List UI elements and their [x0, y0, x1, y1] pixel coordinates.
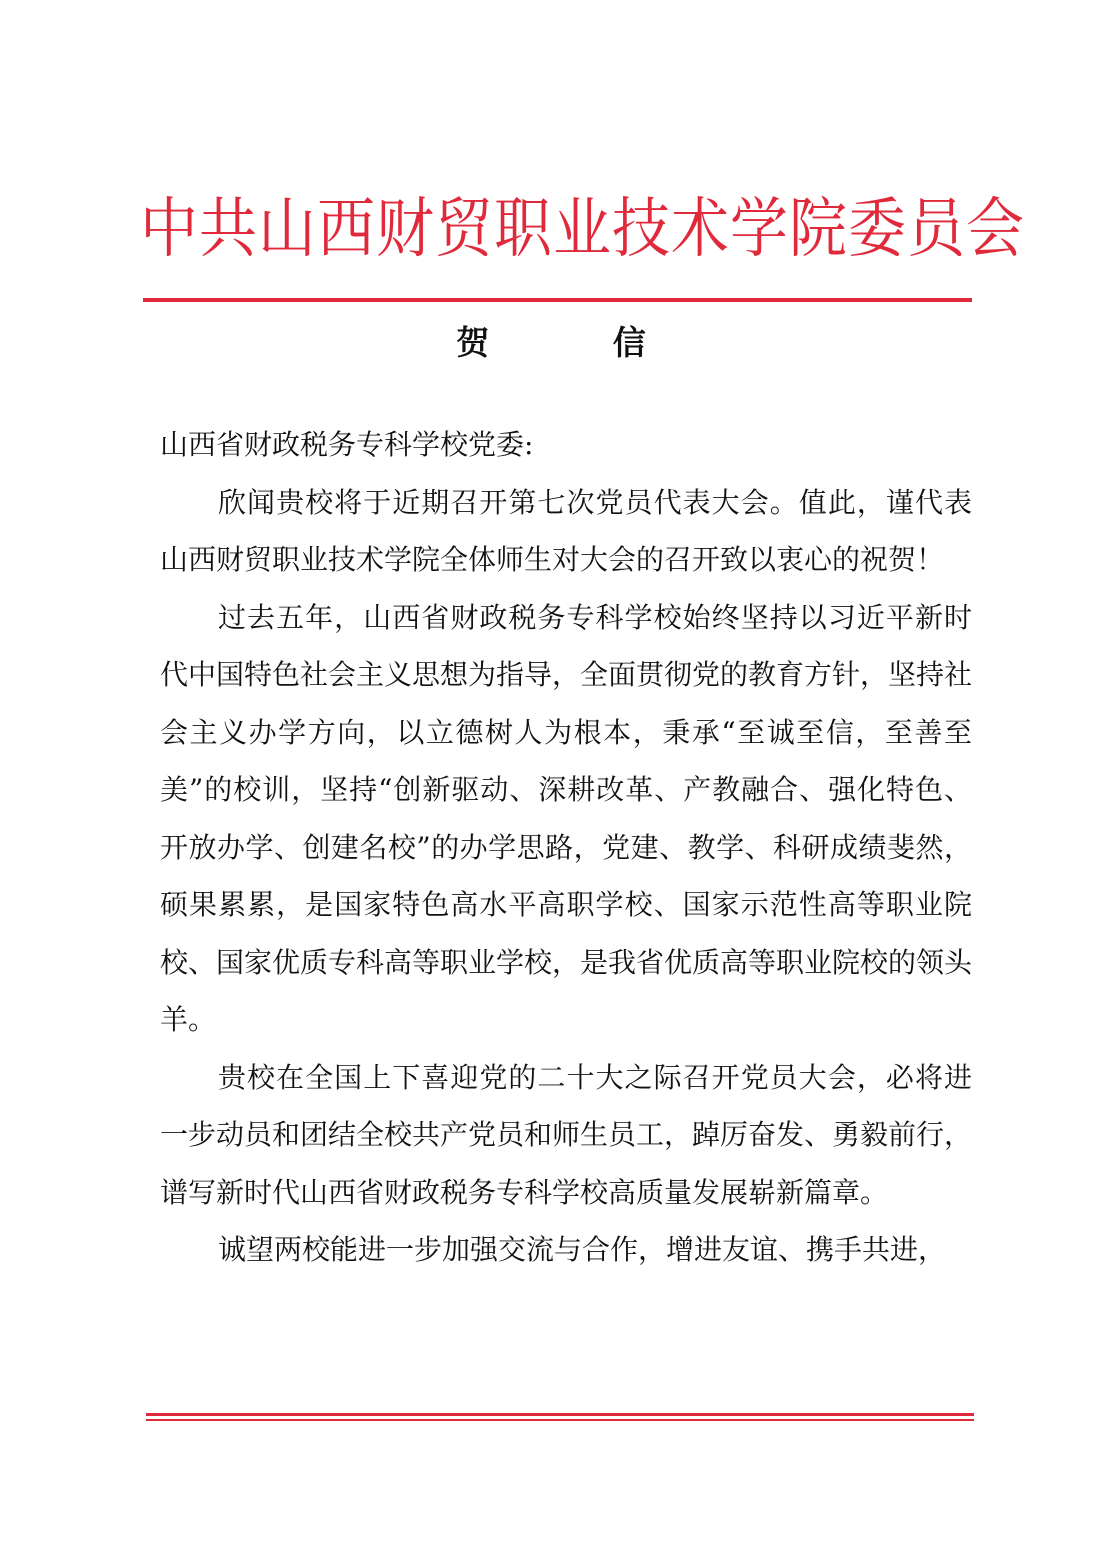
footer-divider-thin — [146, 1419, 974, 1421]
letterhead-divider — [143, 298, 972, 302]
footer-divider — [146, 1413, 974, 1416]
document-title: 贺 信 — [456, 323, 702, 362]
letterhead-title: 中共山西财贸职业技术学院委员会 — [140, 189, 1026, 267]
paragraph: 贵校在全国上下喜迎党的二十大之际召开党员大会，必将进一步动员和团结全校共产党员和师生员工，踔厉奋发、勇毅前行，谱写新时代山西省财政税务专科学校高质量发展崭新篇章。 — [160, 1060, 973, 1209]
letter-body — [160, 416, 972, 1279]
paragraph: 过去五年，山西省财政税务专科学校始终坚持以习近平新时代中国特色社会主义思想为指导，全面贯彻党的教育方针，坚持社会主义办学方向，以立德树人为根本，秉承“至诚至信，至善至美”的校训，坚持“创新驱动、深耕改革、产教融合、强化特色、开放办学、创建名校”的办学思路，党建、教学、科研成绩斐然，硕果累累，是国家特色高水平高职学校、国家示范性高等职业院校、国家优质专科高等职业学校，是我省优质高等职业院校的领头羊。 — [160, 600, 973, 1036]
paragraph: 诚望两校能进一步加强交流与合作，增进友谊、携手共进， — [218, 1233, 947, 1266]
paragraph: 欣闻贵校将于近期召开第七次党员代表大会。值此，谨代表山西财贸职业技术学院全体师生对大会的召开致以衷心的祝贺！ — [160, 485, 972, 576]
salutation: 山西省财政税务专科学校党委: — [160, 428, 534, 461]
